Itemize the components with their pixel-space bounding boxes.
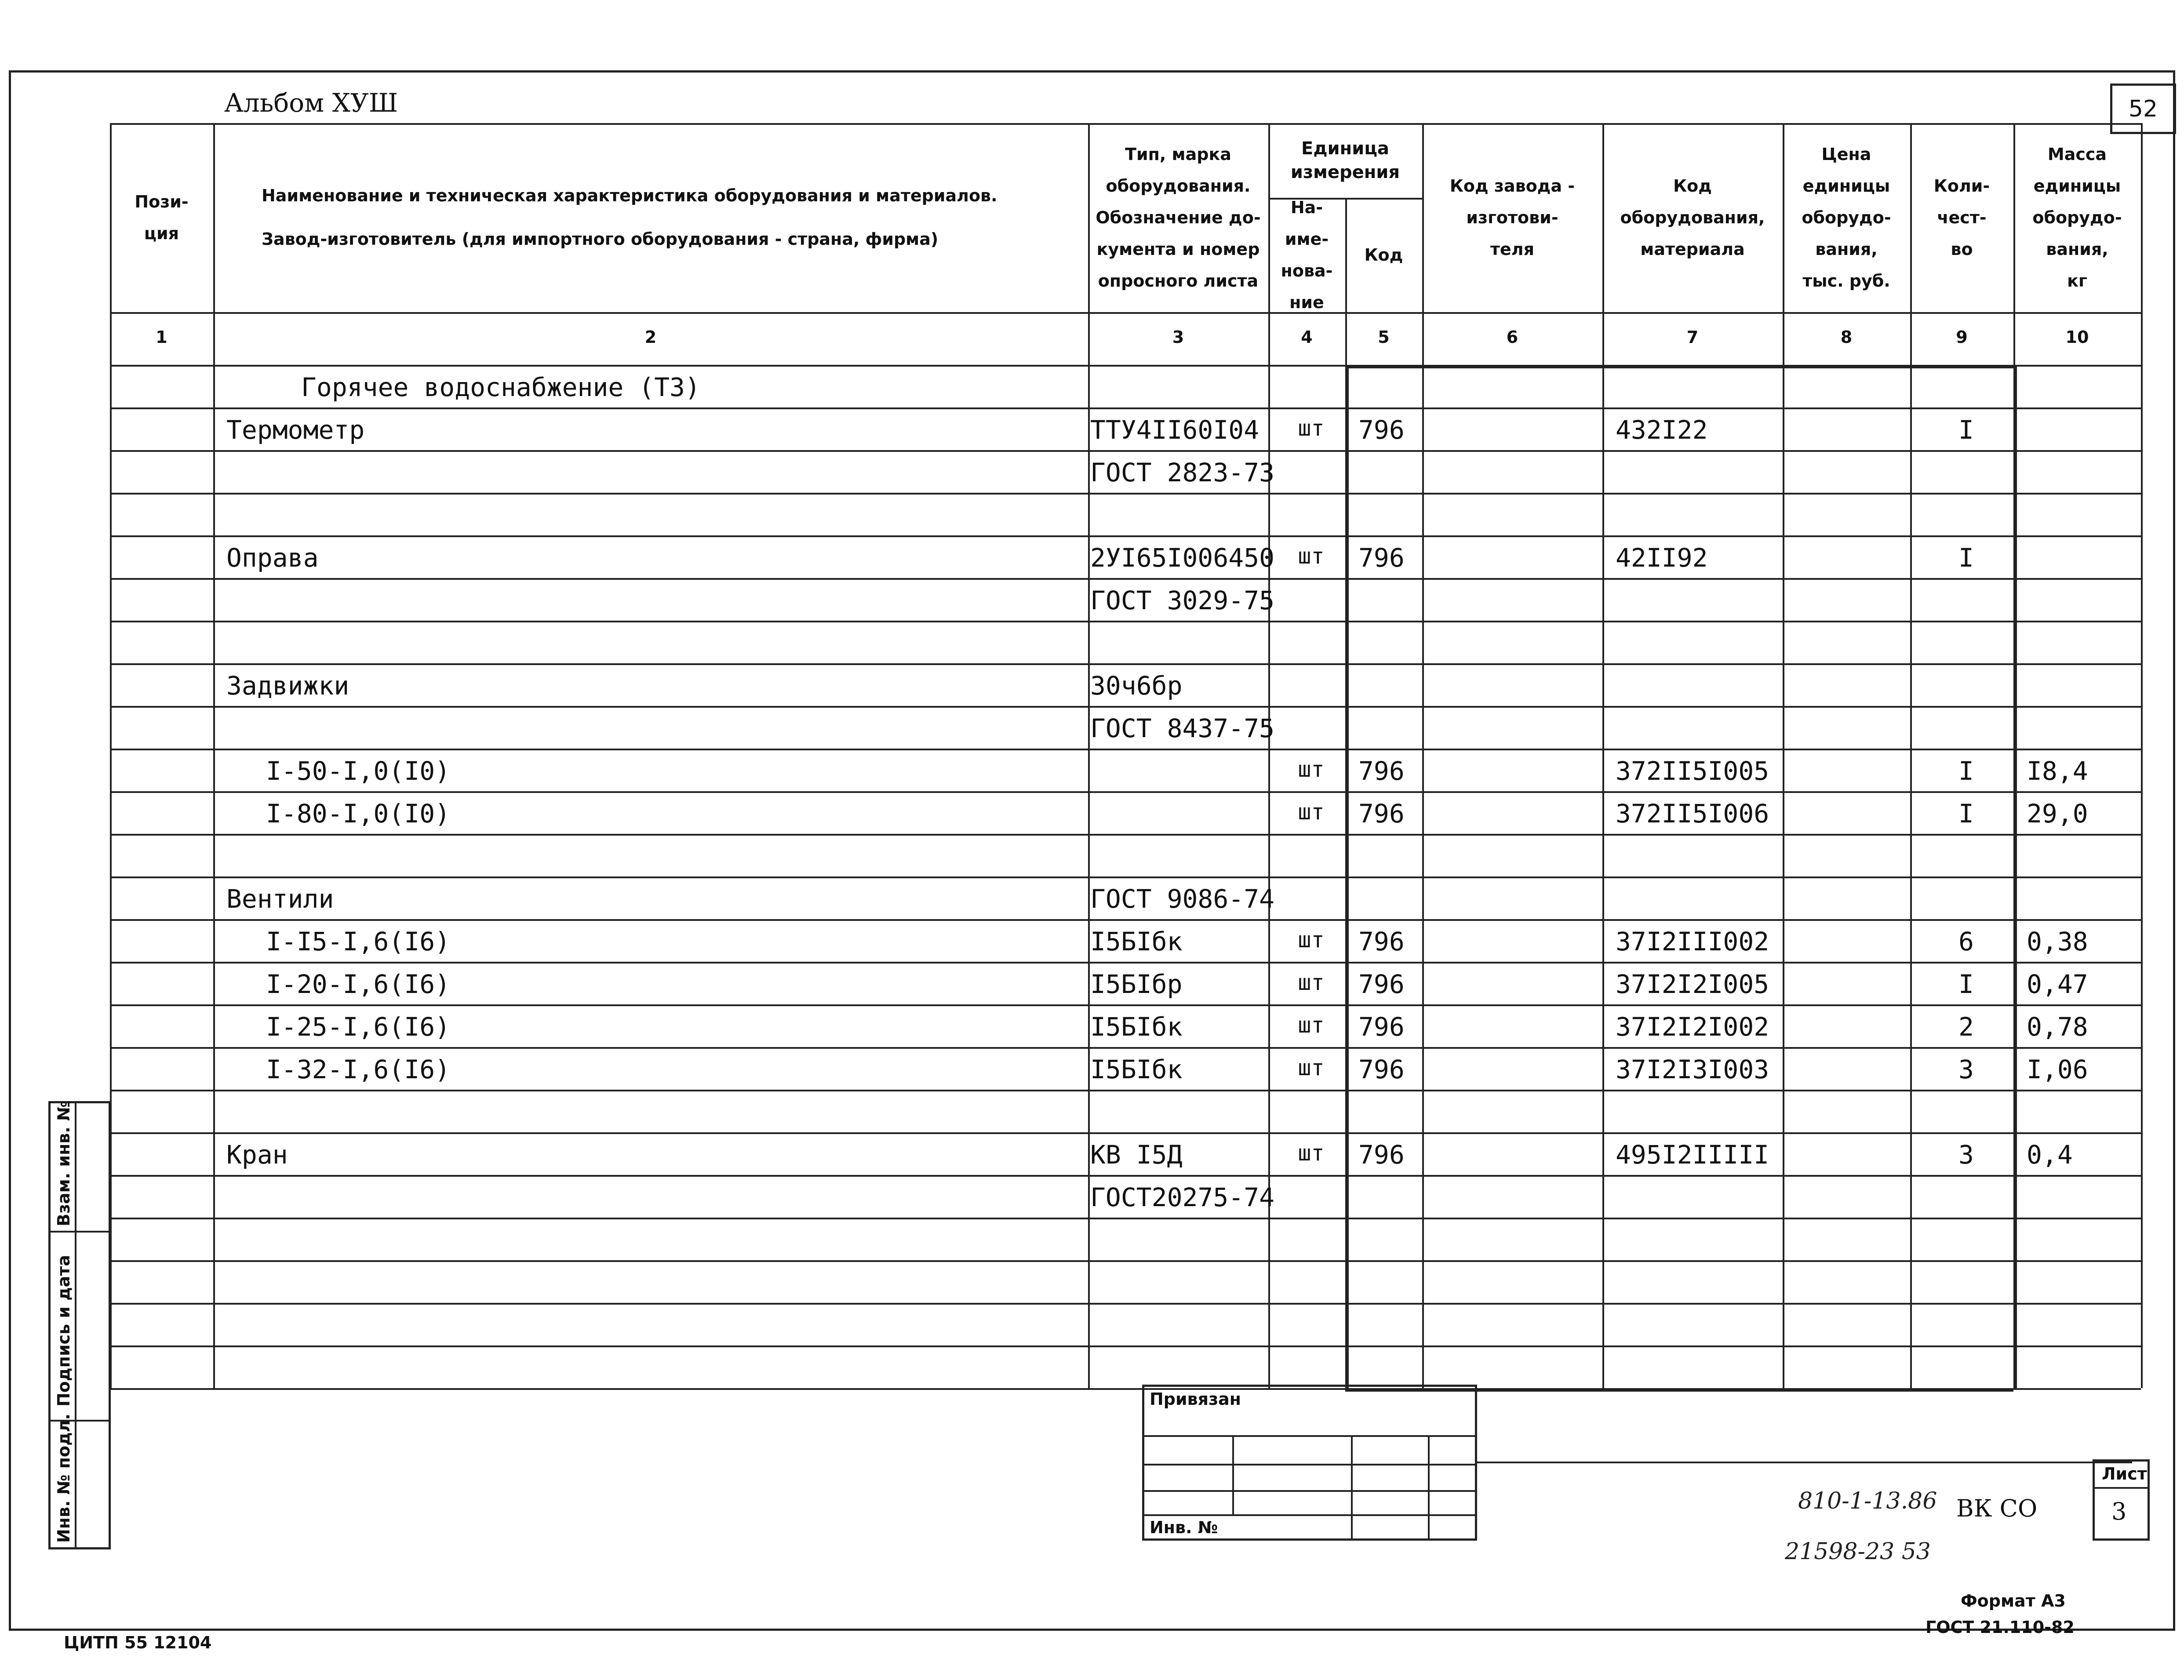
col-number: 5 (1378, 327, 1390, 347)
cell-mass: 0,47 (2027, 969, 2088, 999)
table-col-divider (2141, 123, 2143, 1388)
cell-type: ТТУ4II60I04 (1090, 415, 1259, 445)
privyazan-stamp (1142, 1385, 1477, 1541)
table-row (110, 834, 2141, 876)
cell-name: Термометр (226, 415, 365, 445)
sheet-box (2093, 1459, 2150, 1541)
cell-name: I-25-I,6(I6) (266, 1012, 451, 1042)
sheet-number: 3 (2111, 1498, 2127, 1525)
handwritten-note: 21598-23 53 (1785, 1538, 1931, 1565)
table-row (110, 1218, 2141, 1260)
cell-mass: 0,4 (2027, 1140, 2073, 1170)
col-number: 8 (1840, 327, 1853, 347)
cell-name: Оправа (226, 543, 319, 573)
cell-code: 796 (1358, 1140, 1405, 1170)
cell-equip: 372II5I006 (1616, 799, 1769, 829)
cell-equip: 37I2I2I002 (1616, 1012, 1769, 1042)
album-title: Альбом ХУШ (224, 88, 398, 118)
cell-name: I-50-I,0(I0) (266, 756, 451, 786)
cell-name: I-20-I,6(I6) (266, 969, 451, 999)
inv-no-label: Инв. № (1150, 1518, 1218, 1537)
cell-name: Кран (226, 1140, 288, 1170)
col-number: 6 (1506, 327, 1518, 347)
cell-unit: шт (1298, 1140, 1325, 1166)
cell-type: 30ч6бр (1090, 671, 1183, 701)
cell-mass: 29,0 (2027, 799, 2088, 829)
cell-equip: 37I2I2I005 (1616, 969, 1769, 999)
cell-code: 796 (1358, 927, 1405, 956)
cell-qty: 3 (1958, 1140, 1974, 1170)
col-group-unit: Единица измерения (1290, 138, 1400, 182)
cell-qty: 3 (1958, 1055, 1974, 1084)
cell-mass: I,06 (2027, 1055, 2088, 1084)
doc-code-handwritten: 810-1-13.86 (1798, 1488, 1937, 1514)
cell-name: I-32-I,6(I6) (266, 1055, 451, 1084)
col-number: 3 (1172, 327, 1184, 347)
col-head-position: Пози- ция (135, 192, 189, 243)
col-number: 1 (156, 327, 167, 347)
col-number: 4 (1301, 327, 1313, 347)
cell-type: I5БIбк (1090, 927, 1183, 956)
cell-type: 2УI65I006450 (1090, 543, 1275, 573)
cell-qty: I (1958, 969, 1974, 999)
stamp-podpis: Подпись и дата (54, 1255, 73, 1407)
cell-unit: шт (1298, 927, 1325, 953)
table-row (110, 1303, 2141, 1345)
cell-code: 796 (1358, 799, 1405, 829)
cell-type: I5БIбк (1090, 1055, 1183, 1084)
cell-type: I5БIбк (1090, 1012, 1183, 1042)
stamp-inv-podl: Инв. № подл. (54, 1413, 73, 1543)
page-number: 52 (2128, 95, 2158, 122)
cell-type: I5БIбр (1090, 969, 1183, 999)
sheet-label: Лист (2102, 1464, 2147, 1484)
cell-name: Вентили (226, 884, 334, 914)
cell-unit: шт (1298, 756, 1325, 782)
col-head-factory-code: Код завода - изготови- теля (1449, 176, 1575, 259)
cell-code: 796 (1358, 543, 1405, 573)
col-head-type: Тип, марка оборудования. Обозначение до- кумента и номер опросного листа (1096, 144, 1261, 291)
cell-equip: 37I2III002 (1616, 927, 1769, 956)
table-row (110, 621, 2141, 663)
cell-mass: 0,38 (2027, 927, 2088, 956)
cell-code: 796 (1358, 756, 1405, 786)
col-head-mass: Масса единицы оборудо- вания, кг (2032, 144, 2122, 291)
cell-equip: 432I22 (1616, 415, 1708, 445)
cell-equip: 372II5I005 (1616, 756, 1769, 786)
cell-type: ГОСТ 3029-75 (1090, 585, 1275, 615)
cell-name: I-80-I,0(I0) (266, 799, 451, 829)
cell-type: ГОСТ 8437-75 (1090, 713, 1275, 743)
footer-gost: ГОСТ 21.110-82 (1926, 1618, 2075, 1637)
cell-qty: I (1958, 799, 1974, 829)
table-row (110, 1090, 2141, 1132)
cell-type: ГОСТ 2823-73 (1090, 458, 1275, 487)
col-head-name: Наименование и техническая характеристика оборудования и материалов. Завод-изготовитель (для импортного оборудования - страна, фирма) (262, 186, 997, 249)
cell-mass: I8,4 (2027, 756, 2088, 786)
cell-unit: шт (1298, 799, 1325, 825)
col-head-equip-code: Код оборудования, материала (1620, 176, 1765, 259)
cell-type: ГОСТ20275-74 (1090, 1182, 1275, 1212)
cell-unit: шт (1298, 1012, 1325, 1038)
stamp-vzam-inv: Взам. инв. № (54, 1101, 73, 1226)
footer-format: Формат А3 (1961, 1591, 2066, 1611)
cell-qty: I (1958, 756, 1974, 786)
cell-code: 796 (1358, 969, 1405, 999)
cell-unit: шт (1298, 1055, 1325, 1080)
cell-qty: 6 (1958, 927, 1974, 956)
cell-code: 796 (1358, 1012, 1405, 1042)
col-head-unit-name: На- име- нова- ние (1281, 197, 1333, 313)
cell-code: 796 (1358, 415, 1405, 445)
cell-mass: 0,78 (2027, 1012, 2088, 1042)
cell-type: ГОСТ 9086-74 (1090, 884, 1275, 914)
doc-code: ВК СО (1956, 1495, 2038, 1522)
col-head-unit-code: Код (1364, 245, 1403, 265)
col-head-price: Цена единицы оборудо- вания, тыс. руб. (1802, 144, 1891, 291)
table-row (110, 1260, 2141, 1303)
cell-unit: шт (1298, 543, 1325, 569)
cell-qty: 2 (1958, 1012, 1974, 1042)
footer-left: ЦИТП 55 12104 (64, 1633, 212, 1652)
cell-name: Задвижки (226, 671, 349, 701)
cell-name: I-I5-I,6(I6) (266, 927, 451, 956)
cell-code: 796 (1358, 1055, 1405, 1084)
cell-equip: 42II92 (1616, 543, 1708, 573)
cell-name: Горячее водоснабжение (Т3) (301, 372, 700, 402)
specification-table (110, 123, 2141, 1358)
col-head-qty: Коли- чест- во (1933, 176, 1990, 259)
col-number: 9 (1956, 327, 1968, 347)
cell-type: КВ I5Д (1090, 1140, 1183, 1170)
col-number: 2 (644, 327, 657, 347)
col-number: 7 (1686, 327, 1699, 347)
table-row (110, 1345, 2141, 1388)
cell-unit: шт (1298, 970, 1325, 995)
privyazan-label: Привязан (1150, 1389, 1241, 1409)
cell-qty: I (1958, 543, 1974, 573)
cell-unit: шт (1298, 415, 1325, 441)
cell-equip: 37I2I3I003 (1616, 1055, 1769, 1084)
side-stamp (48, 1101, 111, 1549)
table-row (110, 493, 2141, 535)
cell-qty: I (1958, 415, 1974, 445)
col-number: 10 (2065, 327, 2089, 347)
cell-equip: 495I2IIIII (1616, 1140, 1769, 1170)
